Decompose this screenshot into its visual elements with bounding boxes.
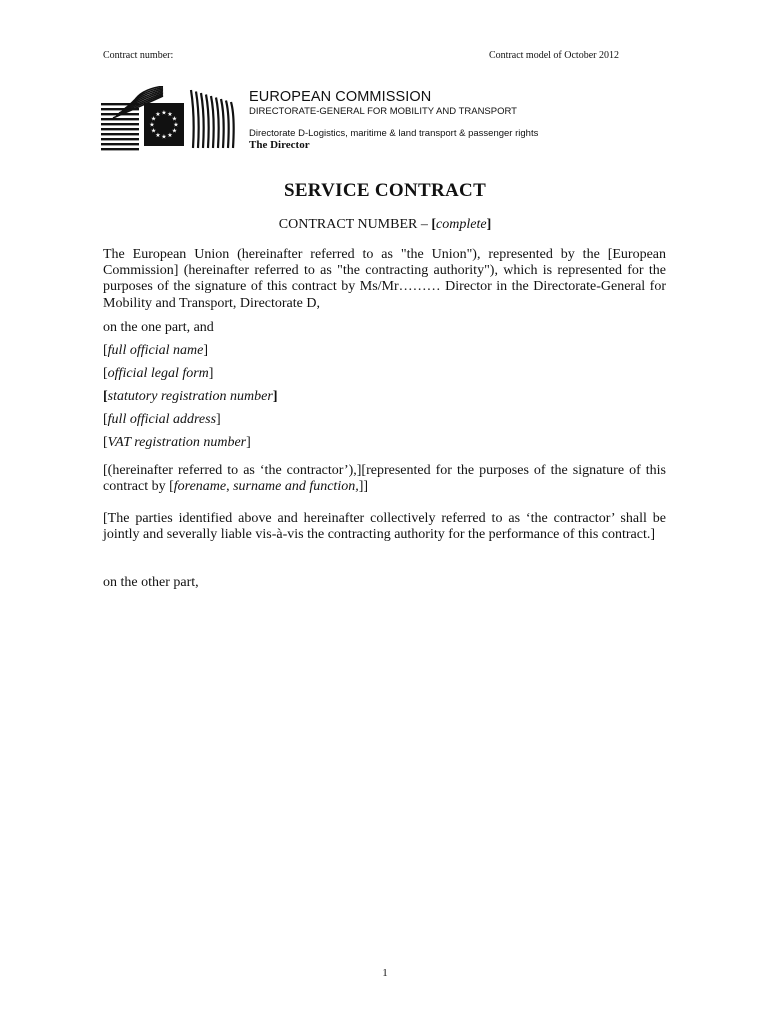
logo-star-icon: ★	[161, 133, 167, 141]
logo-curve	[226, 101, 229, 149]
european-commission-logo-icon	[101, 86, 241, 152]
bracket-open: [	[103, 366, 108, 381]
bracket-close: ]	[272, 389, 278, 404]
bracket-open: [	[103, 412, 108, 427]
on-other-part: on the other part,	[103, 575, 199, 590]
contract-number-placeholder: complete	[436, 217, 487, 232]
bracket-close: ]	[203, 343, 208, 358]
logo-curve	[191, 90, 194, 148]
logo-stripe	[101, 123, 139, 125]
bracket-open: [	[103, 343, 108, 358]
field-text: full official name	[107, 343, 204, 358]
directorate-general: DIRECTORATE-GENERAL FOR MOBILITY AND TRANSPORT	[249, 106, 517, 117]
bracket-open: [	[103, 389, 108, 404]
logo-star-icon: ★	[173, 121, 179, 129]
logo-star-icon: ★	[155, 111, 161, 119]
logo-stripe	[101, 143, 139, 145]
contract-number-prefix: CONTRACT NUMBER –	[278, 217, 432, 232]
field-vat-registration-number	[103, 435, 251, 451]
bracket-open: [	[431, 217, 437, 232]
logo-star-icon: ★	[161, 109, 167, 117]
logo-curve	[211, 96, 214, 148]
logo-curve	[231, 102, 234, 148]
logo-curve	[206, 95, 209, 149]
contractor-lead: [(hereinafter referred to as ‘the contractor’),][represented for the purposes of the signature of this contract by [	[103, 463, 666, 495]
logo-curve	[196, 92, 199, 149]
field-official-legal-form	[103, 366, 213, 382]
logo-star-icon: ★	[150, 127, 157, 135]
bracket-close: ]	[216, 412, 221, 427]
logo-stripe	[101, 133, 139, 135]
logo-star-icon: ★	[150, 115, 157, 123]
logo-stripe	[101, 128, 139, 130]
surname-function-placeholder: surname and function,	[233, 479, 359, 495]
bracket-close: ]	[246, 435, 251, 450]
separator: ,	[226, 479, 234, 495]
logo-star-icon: ★	[167, 111, 173, 119]
field-text: full official address	[107, 412, 217, 427]
contractor-paragraph	[103, 463, 666, 495]
organisation-name: EUROPEAN COMMISSION	[249, 89, 432, 105]
logo-curve	[221, 99, 224, 148]
bracket-open: [	[103, 435, 108, 450]
union-paragraph: The European Union (hereinafter referred to as "the Union"), represented by the [European Commission] (hereinafter referred to as "the contracting authority"), which is represented for the purposes of the signature of this contract by Ms/Mr……… Director in the Directorate-General for Mobility and Transport, Directorate D,	[103, 247, 666, 311]
logo-star-icon: ★	[171, 115, 178, 123]
logo-stripe	[101, 148, 139, 150]
contract-number-label: Contract number:	[103, 50, 174, 61]
logo-star-icon: ★	[171, 127, 178, 135]
bracket-close: ]	[208, 366, 214, 381]
logo-curve	[201, 93, 204, 148]
signatory-role: The Director	[249, 139, 310, 151]
parties-paragraph: [The parties identified above and hereinafter collectively referred to as ‘the contractor’ shall be jointly and severally liable vis-à-vis the contracting authority for the performance of this contract.]	[103, 511, 666, 543]
contract-model-label: Contract model of October 2012	[489, 50, 619, 61]
document-title: SERVICE CONTRACT	[283, 180, 487, 201]
logo-star-icon: ★	[155, 131, 161, 139]
bracket-close: ]	[486, 217, 492, 232]
contractor-tail: ]]	[358, 479, 369, 495]
field-text: official legal form	[107, 366, 209, 381]
logo-stripe	[101, 118, 139, 120]
logo-star-icon: ★	[167, 131, 173, 139]
field-text: VAT registration number	[107, 435, 247, 450]
field-full-official-name	[103, 343, 208, 359]
field-statutory-registration-number	[103, 389, 278, 405]
logo-stripe	[101, 138, 139, 140]
field-full-official-address	[103, 412, 221, 428]
directorate: Directorate D-Logistics, maritime & land transport & passenger rights	[249, 128, 539, 139]
logo-star-icon: ★	[149, 121, 155, 129]
on-one-part: on the one part, and	[103, 320, 214, 335]
forename-placeholder: forename	[173, 479, 227, 495]
field-text: statutory registration number	[107, 389, 273, 404]
logo-curve	[216, 98, 219, 149]
page-number: 1	[382, 967, 388, 979]
contract-number-line	[0, 217, 770, 233]
